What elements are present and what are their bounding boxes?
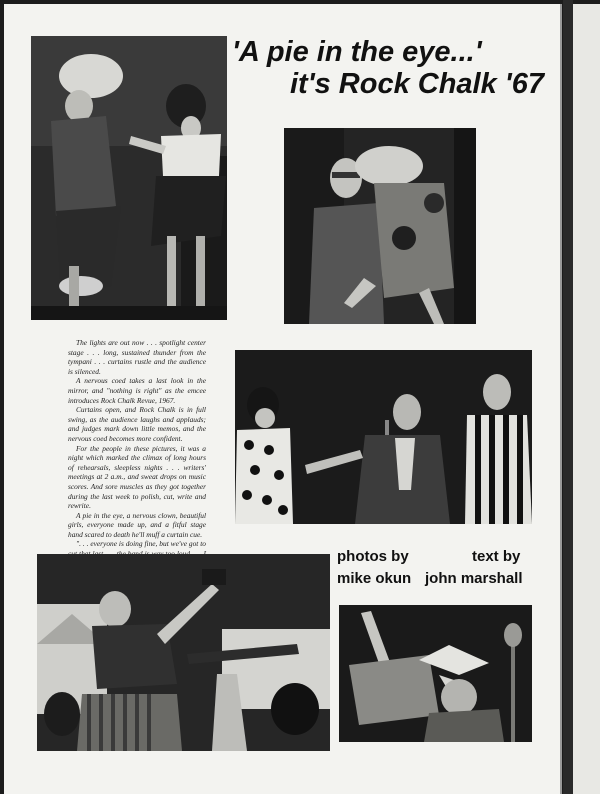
article-paragraph: A pie in the eye, a nervous clown, beautiful girls, everyone made up, and a fitful stage hand scared to death he'll muff a curtain cue. [68,510,206,539]
photo-stage-singers [235,350,532,524]
photo-credit-label: photos by [337,548,409,565]
article-paragraph: A nervous coed takes a last look in the mirror, and "nothing is right" as the emcee introduces Rock Chalk Revue, 1967. [68,376,206,405]
text-credit-label: text by [472,548,521,565]
headline-line-1: 'A pie in the eye...' [232,36,482,68]
magazine-page [4,4,562,794]
photo-pie-in-face [284,128,476,324]
article-paragraph: ". . . everyone is doing fine, but we've got to [76,539,206,549]
photo-clown-microphone [339,605,532,742]
article-paragraph: The lights are out now . . . spotlight center stage . . . long, sustained thunder from the tympani . . . curtains rustle and the audience is silenced. [68,338,206,376]
headline-line-2: it's Rock Chalk '67 [290,68,544,100]
photo-audience-stage [37,554,330,751]
article-paragraph: For the people in these pictures, it was a night which marked the climax of long hours of rehearsals, sleepless nights . . . writers' meetings at 2 a.m., and sweat drops on music scores. And sore muscles as they got together during the last week to polish, cut, write and rewrite. [68,443,206,511]
adjacent-page-edge [573,4,600,794]
text-credit-name: john marshall [425,570,523,587]
page-gutter [563,0,573,794]
photo-credit-name: mike okun [337,570,412,587]
article-paragraph: Curtains open, and Rock Chalk is in full swing, as the audience laughs and applauds; and judges mark down little memos, and the nervous coed becomes more confident. [68,405,206,443]
photo-dancers [31,36,227,320]
